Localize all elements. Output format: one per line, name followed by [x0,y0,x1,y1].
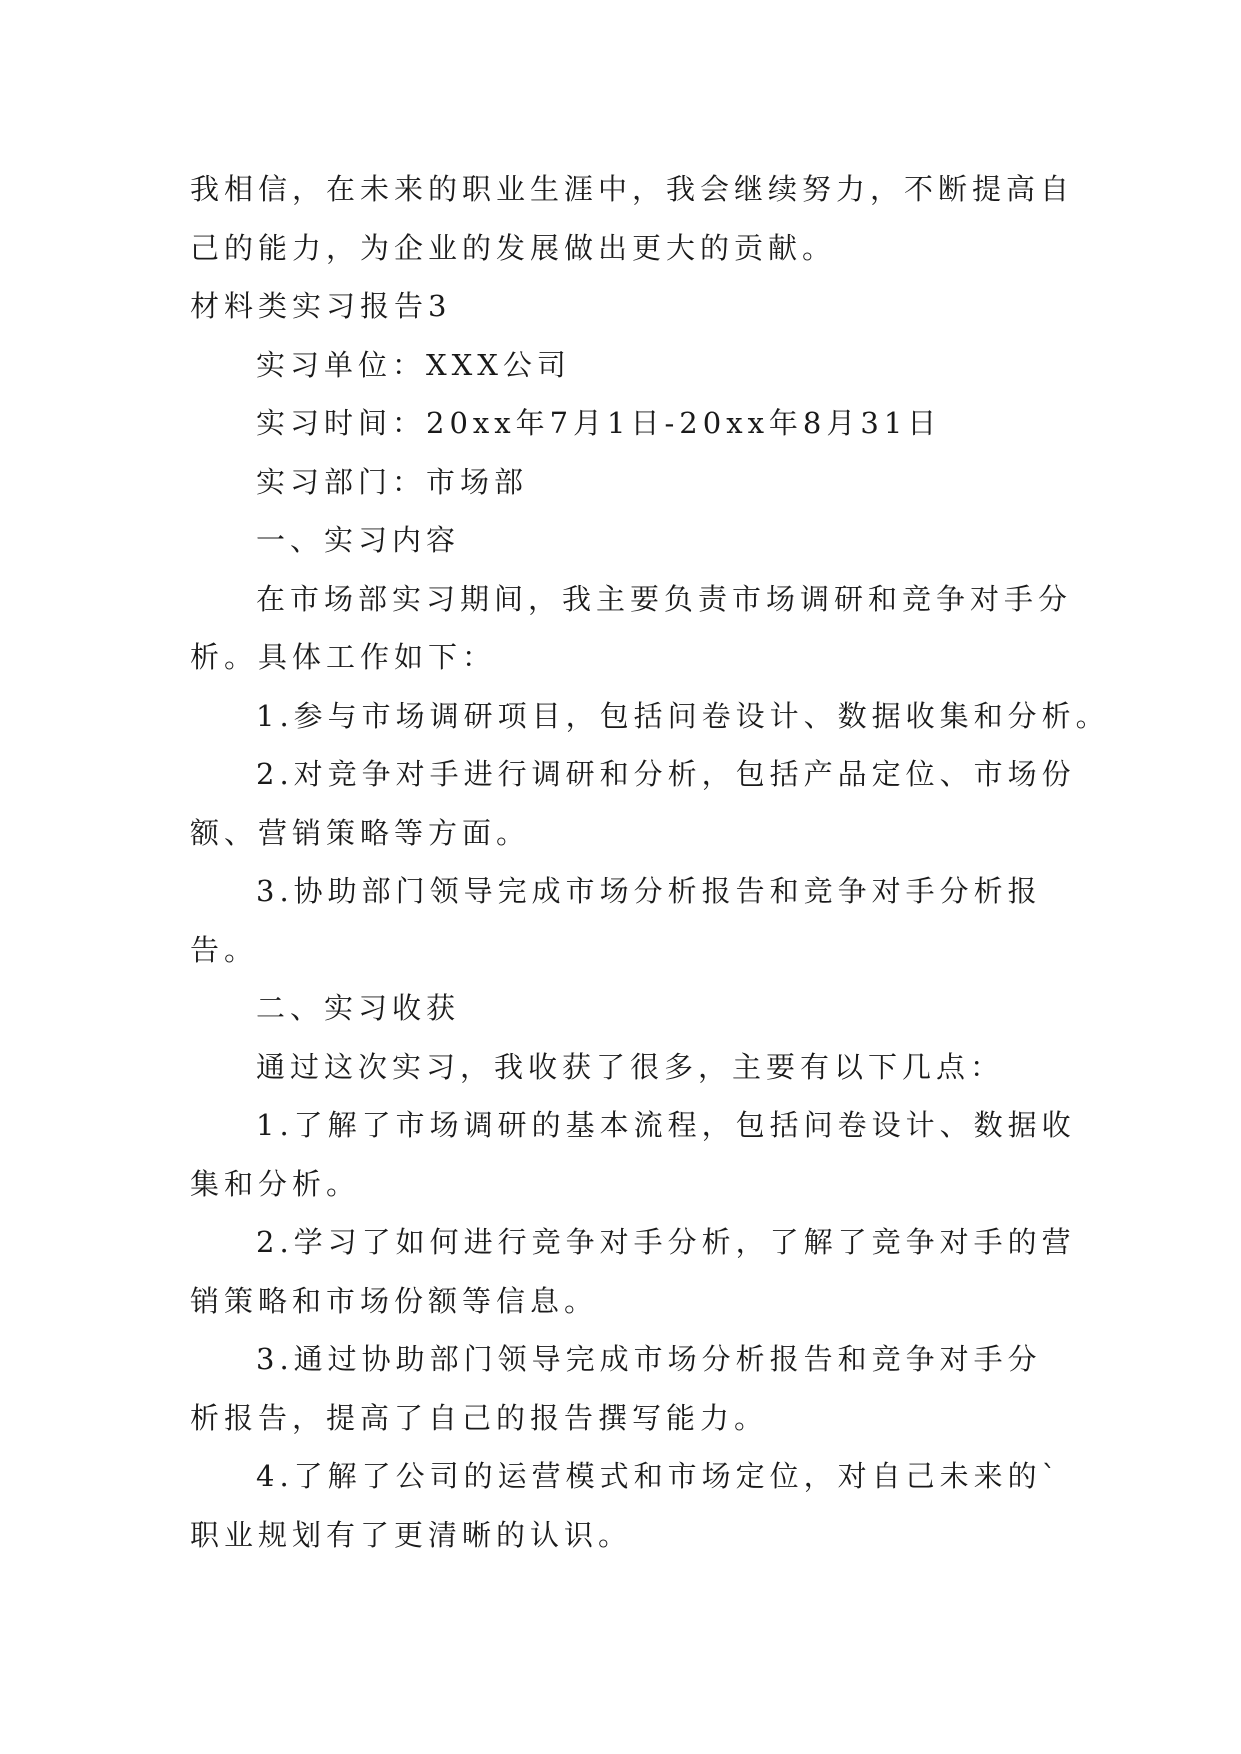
paragraph-line: 在市场部实习期间，我主要负责市场调研和竞争对手分 [256,581,1073,616]
list-item: 3.协助部门领导完成市场分析报告和竞争对手分析报 [256,874,1042,908]
list-item-continuation: 析报告，提高了自己的报告撰写能力。 [190,1400,769,1435]
list-item: 4.了解了公司的运营模式和市场定位，对自己未来的` [256,1459,1062,1493]
list-item: 2.学习了如何进行竞争对手分析，了解了竞争对手的营 [256,1225,1076,1259]
paragraph-line: 己的能力，为企业的发展做出更大的贡献。 [190,230,837,265]
list-item-continuation: 额、营销策略等方面。 [190,815,531,850]
paragraph-line: 我相信，在未来的职业生涯中，我会继续努力，不断提高自 [190,172,1075,206]
document-body [190,160,1110,1564]
list-item: 3.通过协助部门领导完成市场分析报告和竞争对手分 [256,1342,1042,1376]
internship-unit: 实习单位：XXX公司 [256,347,571,382]
paragraph-line: 通过这次实习，我收获了很多，主要有以下几点： [256,1049,1005,1084]
list-item: 2.对竞争对手进行调研和分析，包括产品定位、市场份 [256,757,1076,791]
list-item: 1.了解了市场调研的基本流程，包括问卷设计、数据收 [256,1108,1076,1142]
heading-gains: 二、实习收获 [256,991,461,1025]
paragraph-line: 析。具体工作如下： [190,640,497,674]
list-item-continuation: 职业规划有了更清晰的认识。 [190,1517,633,1552]
list-item-continuation: 集和分析。 [190,1166,361,1201]
section-title: 材料类实习报告3 [190,289,452,323]
list-item-continuation: 销策略和市场份额等信息。 [190,1283,599,1318]
list-item: 1.参与市场调研项目，包括问卷设计、数据收集和分析。 [256,698,1110,733]
heading-content: 一、实习内容 [256,523,461,557]
internship-time: 实习时间：20xx年7月1日-20xx年8月31日 [256,406,942,440]
list-item-continuation: 告。 [190,932,259,967]
internship-department: 实习部门：市场部 [256,464,529,499]
